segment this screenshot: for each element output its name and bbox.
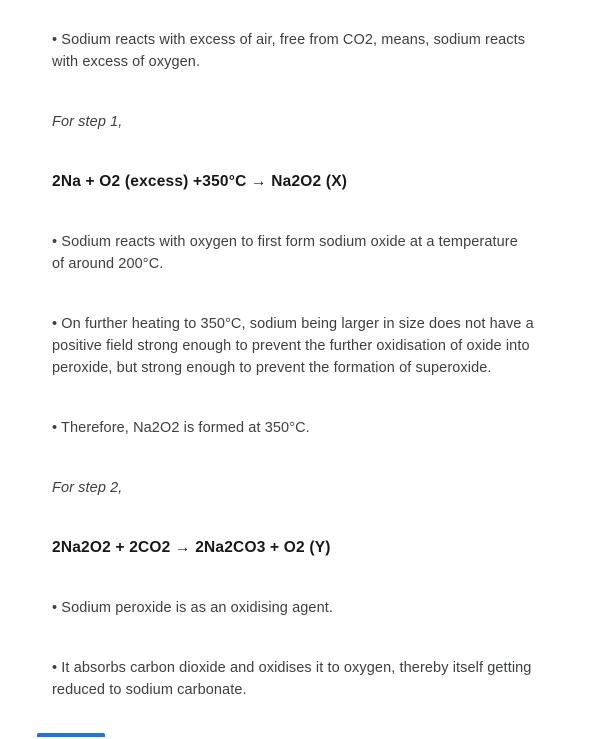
bullet-paragraph: • On further heating to 350°C, sodium being larger in size does not have a positive field strong enough to prevent the further oxidisation of oxide into peroxide, but strong enough to prevent the formation of superoxide. bbox=[52, 316, 534, 376]
bullet-paragraph: • Sodium peroxide is as an oxidising agent. bbox=[52, 600, 334, 616]
bullet-paragraph: • It absorbs carbon dioxide and oxidises it to oxygen, thereby itself getting reduced to sodium carbonate. bbox=[52, 660, 532, 698]
bullet-paragraph: • Sodium reacts with oxygen to first form sodium oxide at a temperature of around 200°C. bbox=[52, 234, 518, 272]
chemical-equation: 2Na2O2 + 2CO2 → 2Na2CO3 + O2 (Y) bbox=[52, 539, 331, 556]
step-label: For step 2, bbox=[52, 480, 123, 496]
step-label: For step 1, bbox=[52, 114, 123, 130]
bullet-paragraph: • Sodium reacts with excess of air, free from CO2, means, sodium reacts with excess of oxygen. bbox=[52, 32, 526, 70]
bullet-paragraph: • Therefore, Na2O2 is formed at 350°C. bbox=[52, 420, 310, 436]
answer-content bbox=[52, 29, 534, 739]
partial-blue-button-edge[interactable] bbox=[37, 733, 105, 737]
chemical-equation: 2Na + O2 (excess) +350°C → Na2O2 (X) bbox=[52, 173, 348, 190]
